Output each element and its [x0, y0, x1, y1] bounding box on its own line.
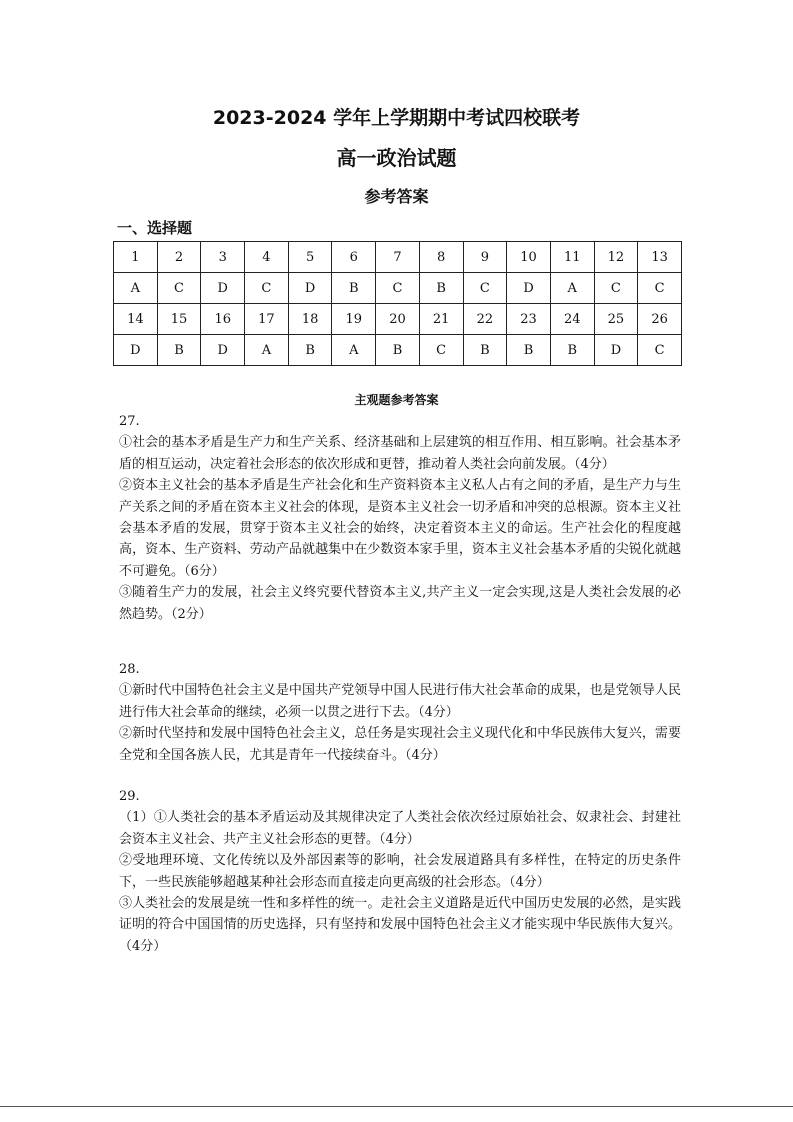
- question-number-cell: 13: [638, 242, 682, 273]
- question-number-cell: 22: [463, 304, 507, 335]
- answer-cell: C: [376, 273, 420, 304]
- answer-cell: C: [245, 273, 289, 304]
- page-bottom-rule: [0, 1106, 793, 1107]
- question-number: 27.: [119, 414, 140, 429]
- answer-paragraph: ③人类社会的发展是统一性和多样性的统一。走社会主义道路是近代中国历史发展的必然，是实践证明的符合中国国情的历史选择，只有坚持和发展中国特色社会主义才能实现中华民族伟大复兴。（4分）: [119, 896, 681, 954]
- answer-cell: A: [245, 335, 289, 366]
- answer-cell: C: [594, 273, 638, 304]
- question-number-cell: 26: [638, 304, 682, 335]
- answer-cell: A: [114, 273, 158, 304]
- question-28: [119, 659, 681, 766]
- answer-cell: A: [550, 273, 594, 304]
- question-number-cell: 24: [550, 304, 594, 335]
- section-heading-choice: 一、选择题: [117, 219, 193, 237]
- answer-cell: D: [594, 335, 638, 366]
- answer-paragraph: ②受地理环境、文化传统以及外部因素等的影响，社会发展道路具有多样性，在特定的历史条件下，一些民族能够超越某种社会形态而直接走向更高级的社会形态。（4分）: [119, 853, 681, 890]
- question-number-cell: 17: [245, 304, 289, 335]
- exam-subtitle: 高一政治试题: [336, 146, 457, 170]
- answer-row: [114, 335, 682, 366]
- question-number: 28.: [119, 662, 140, 677]
- answer-cell: B: [463, 335, 507, 366]
- answer-cell: D: [114, 335, 158, 366]
- answer-cell: B: [157, 335, 201, 366]
- answer-cell: C: [419, 335, 463, 366]
- answer-cell: B: [332, 273, 376, 304]
- question-number-cell: 14: [114, 304, 158, 335]
- answer-cell: C: [157, 273, 201, 304]
- question-number-cell: 25: [594, 304, 638, 335]
- question-number-cell: 3: [201, 242, 245, 273]
- question-number-cell: 6: [332, 242, 376, 273]
- question-number-cell: 10: [507, 242, 551, 273]
- answer-cell: D: [507, 273, 551, 304]
- answer-paragraph: （1）①人类社会的基本矛盾运动及其规律决定了人类社会依次经过原始社会、奴隶社会、封建社会资本主义社会、共产主义社会形态的更替。（4分）: [119, 810, 681, 847]
- question-number-cell: 21: [419, 304, 463, 335]
- question-number-cell: 7: [376, 242, 420, 273]
- answer-key-label: 参考答案: [364, 187, 429, 206]
- question-29: [119, 786, 681, 957]
- answer-cell: D: [288, 273, 332, 304]
- question-number-cell: 11: [550, 242, 594, 273]
- question-number-cell: 23: [507, 304, 551, 335]
- question-27: [119, 411, 681, 625]
- question-number-cell: 12: [594, 242, 638, 273]
- answer-cell: D: [201, 335, 245, 366]
- answer-paragraph: ②新时代坚持和发展中国特色社会主义，总任务是实现社会主义现代化和中华民族伟大复兴，需要全党和全国各族人民，尤其是青年一代接续奋斗。（4分）: [119, 726, 681, 763]
- question-number-cell: 9: [463, 242, 507, 273]
- question-number-cell: 1: [114, 242, 158, 273]
- exam-title: 2023-2024 学年上学期期中考试四校联考: [212, 107, 581, 129]
- question-number-cell: 18: [288, 304, 332, 335]
- question-number-cell: 2: [157, 242, 201, 273]
- answer-cell: B: [376, 335, 420, 366]
- answer-paragraph: ②资本主义社会的基本矛盾是生产社会化和生产资料资本主义私人占有之间的矛盾，是生产力与生产关系之间的矛盾在资本主义社会的体现，是资本主义社会一切矛盾和冲突的总根源。资本主义社会基本矛盾的发展，贯穿于资本主义社会的始终，决定着资本主义的命运。生产社会化的程度越高，资本、生产资料、劳动产品就越集中在少数资本家手里，资本主义社会基本矛盾的尖锐化就越不可避免。（6分）: [119, 478, 681, 579]
- question-number-row: [114, 242, 682, 273]
- question-number-cell: 4: [245, 242, 289, 273]
- question-number-cell: 8: [419, 242, 463, 273]
- answer-cell: D: [201, 273, 245, 304]
- answer-cell: B: [288, 335, 332, 366]
- answer-paragraph: ①新时代中国特色社会主义是中国共产党领导中国人民进行伟大社会革命的成果，也是党领导人民进行伟大社会革命的继续，必须一以贯之进行下去。（4分）: [119, 683, 681, 720]
- answer-paragraph: ①社会的基本矛盾是生产力和生产关系、经济基础和上层建筑的相互作用、相互影响。社会基本矛盾的相互运动，决定着社会形态的依次形成和更替，推动着人类社会向前发展。（4分）: [119, 435, 681, 472]
- answer-cell: C: [463, 273, 507, 304]
- question-number-cell: 5: [288, 242, 332, 273]
- answer-cell: B: [507, 335, 551, 366]
- answer-cell: C: [638, 335, 682, 366]
- subjective-heading: 主观题参考答案: [354, 393, 439, 407]
- answer-paragraph: ③随着生产力的发展，社会主义终究要代替资本主义,共产主义一定会实现,这是人类社会发展的必然趋势。（2分）: [119, 585, 681, 622]
- question-number-cell: 20: [376, 304, 420, 335]
- question-number: 29.: [119, 789, 140, 804]
- answer-row: [114, 273, 682, 304]
- question-number-cell: 15: [157, 304, 201, 335]
- answer-table: [113, 241, 682, 366]
- answer-cell: C: [638, 273, 682, 304]
- answer-cell: B: [419, 273, 463, 304]
- question-number-row: [114, 304, 682, 335]
- question-number-cell: 19: [332, 304, 376, 335]
- question-number-cell: 16: [201, 304, 245, 335]
- answer-cell: B: [550, 335, 594, 366]
- answer-cell: A: [332, 335, 376, 366]
